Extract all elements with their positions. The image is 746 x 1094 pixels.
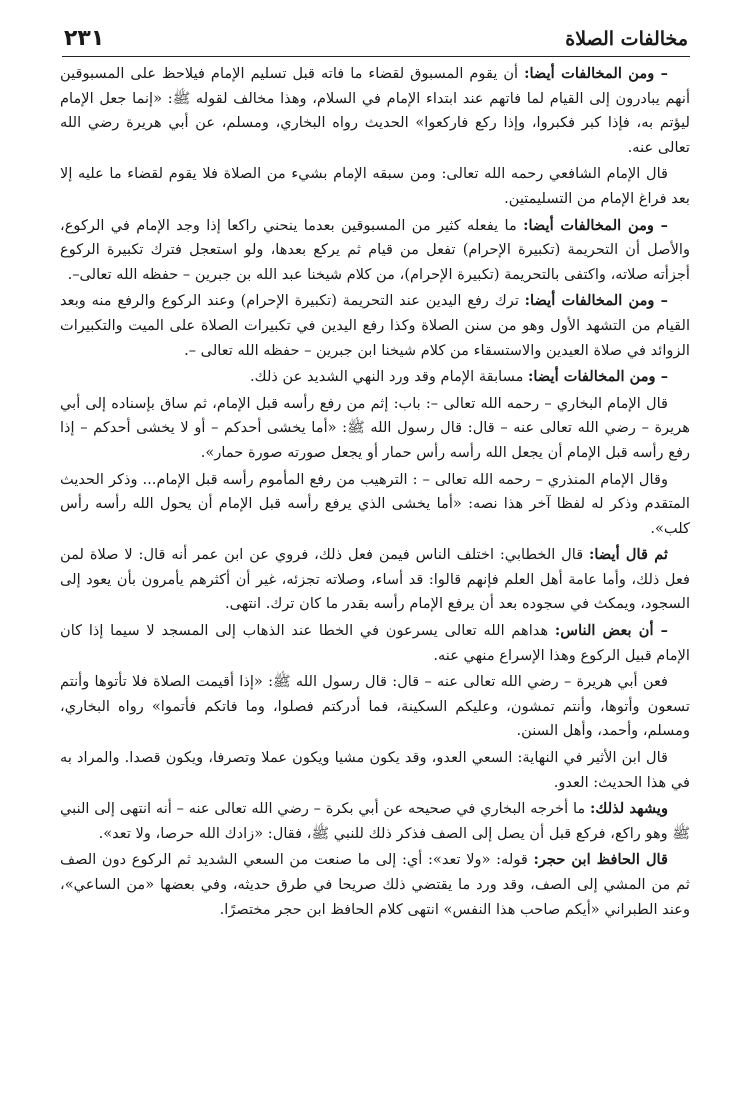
paragraph xyxy=(60,543,690,617)
paragraph xyxy=(60,797,690,846)
paragraph-text: هداهم الله تعالى يسرعون في الخطا عند الذهاب إلى المسجد لا سيما إذا كان الإمام قبيل الركوع وهذا الإسراع منهي عنه. xyxy=(60,622,690,664)
page-number: ٢٣١ xyxy=(64,26,105,51)
paragraph-label: – ومن المخالفات أيضا: xyxy=(524,65,668,82)
paragraph-text: فعن أبي هريرة – رضي الله تعالى عنه – قال: قال رسول الله ﷺ: «إذا أقيمت الصلاة فلا تأتوها وأنتم تسعون وأتوها، وأنتم تمشون، وعليكم السكينة، فما أدركتم فصلوا، وما فاتكم فأتموا» رواه البخاري، ومسلم، وأحمد، وأهل السنن. xyxy=(60,673,690,740)
paragraph xyxy=(60,468,690,542)
paragraph xyxy=(60,619,690,668)
paragraph xyxy=(60,62,690,160)
paragraph-label: – ومن المخالفات أيضا: xyxy=(524,292,668,310)
paragraph-text: ما يفعله كثير من المسبوقين بعدما ينحني راكعا إذا وجد الإمام في الركوع، والأصل أن التحريمة (تكبيرة الإحرام) تفعل من قيام ثم يركع بعدها، ولو استعجل فترك تكبيرة الركوع أجزأته صلاته، واكتفى بالتحريمة (تكبيرة الإحرام)، من كلام شيخنا عبد الله بن جبرين – حفظه الله تعالى–. xyxy=(60,216,690,283)
paragraph xyxy=(60,746,690,795)
paragraph-label: ويشهد لذلك: xyxy=(590,800,668,818)
paragraph xyxy=(60,214,690,288)
paragraph-label: – ومن المخالفات أيضا: xyxy=(523,216,668,234)
running-title: مخالفات الصلاة xyxy=(565,28,688,50)
paragraph-label: ثم قال أيضا: xyxy=(589,546,668,564)
paragraph-text: ما أخرجه البخاري في صحيحه عن أبي بكرة – رضي الله تعالى عنه – أنه انتهى إلى النبي ﷺ وهو راكع، فركع قبل أن يصل إلى الصف فذكر ذلك للنبي ﷺ، فقال: «زادك الله حرصا، ولا تعد». xyxy=(60,800,690,842)
paragraph-label: – أن بعض الناس: xyxy=(554,622,668,640)
paragraph xyxy=(60,670,690,744)
paragraph-text: ترك رفع اليدين عند التحريمة (تكبيرة الإحرام) وعند الركوع والرفع منه وبعد القيام من التشهد الأول وهو من سنن الصلاة وكذا رفع اليدين في تكبيرات الصلاة على الميت والتكبيرات الزوائد في صلاة العيدين والاستسقاء من كلام شيخنا ابن جبرين – حفظه الله تعالى –. xyxy=(60,292,690,359)
paragraph-text: قال ابن الأثير في النهاية: السعي العدو، وقد يكون مشيا ويكون عملا وتصرفا، ويكون قصدا. والمراد به في هذا الحديث: العدو. xyxy=(60,749,690,791)
paragraph-label: قال الحافظ ابن حجر: xyxy=(533,851,668,869)
paragraph-text: أن يقوم المسبوق لقضاء ما فاته قبل تسليم الإمام فيلاحظ على المسبوقين أنهم يبادرون إلى القيام لما فاتهم عند ابتداء الإمام في السلام، وهذا مخالف لقوله ﷺ: «إنما جعل الإمام ليؤتم به، فإذا كبر فكبروا، وإذا ركع فاركعوا» الحديث رواه البخاري، ومسلم، عن أبي هريرة رضي الله تعالى عنه. xyxy=(60,65,690,156)
paragraph-text: قال الخطابي: اختلف الناس فيمن فعل ذلك، فروي عن ابن عمر أنه قال: لا صلاة لمن فعل ذلك، وأما عامة أهل العلم فإنهم قالوا: قد أساء، وصلاته تجزئه، غير أن أكثرهم يأمرون بأن يعود إلى السجود، ويمكث في سجوده بعد أن يرفع الإمام رأسه بقدر ما كان ترك. انتهى. xyxy=(60,546,690,613)
paragraph xyxy=(60,162,690,211)
paragraph-text: قال الإمام البخاري – رحمه الله تعالى –: باب: إثم من رفع رأسه قبل الإمام، ثم ساق بإسناده إلى أبي هريرة – رضي الله تعالى عنه – قال: قال رسول الله ﷺ: «أما يخشى أحدكم – أو لا يخشى أحدكم – إذا رفع رأسه قبل الإمام أن يجعل الله رأسه رأس حمار أو يجعل صورته صورة حمار». xyxy=(60,394,690,461)
paragraph xyxy=(60,392,690,466)
paragraph-text: وقال الإمام المنذري – رحمه الله تعالى – : الترهيب من رفع المأموم رأسه قبل الإمام... وذكر الحديث المتقدم وذكر له لفظا آخر هذا نصه: «أما يخشى الذي يرفع رأسه قبل الإمام أن يحول الله رأسه رأس كلب». xyxy=(60,470,690,537)
paragraph-text: قال الإمام الشافعي رحمه الله تعالى: ومن سبقه الإمام بشيء من الصلاة فلا يقوم لقضاء ما عليه إلا بعد فراغ الإمام من التسليمتين. xyxy=(60,165,690,207)
paragraph-text: مسابقة الإمام وقد ورد النهي الشديد عن ذلك. xyxy=(250,368,529,386)
paragraph xyxy=(60,289,690,363)
page-header xyxy=(62,26,690,57)
body-text xyxy=(60,62,690,924)
paragraph xyxy=(60,365,690,390)
paragraph-text: قوله: «ولا تعد»: أي: إلى ما صنعت من السعي الشديد ثم الركوع دون الصف ثم من المشي إلى الصف، وقد ورد ما يقتضي ذلك صريحا في طرق حديثه، وفي بعضها «من الساعي»، وعند الطبراني «أيكم صاحب هذا النفس» انتهى كلام الحافظ ابن حجر مختصرًا. xyxy=(60,851,690,918)
paragraph xyxy=(60,848,690,922)
paragraph-label: – ومن المخالفات أيضا: xyxy=(528,368,668,386)
